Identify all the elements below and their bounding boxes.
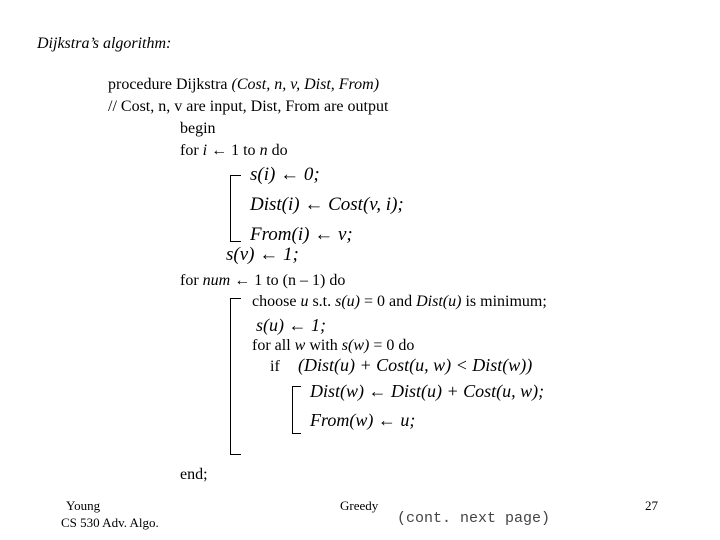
for-main-loop: for num ← 1 to (n – 1) do	[180, 272, 346, 289]
forall-line: for all w with s(w) = 0 do	[252, 337, 415, 354]
continued-note: (cont. next page)	[397, 510, 551, 527]
init-block-bracket	[230, 175, 241, 242]
if-condition: (Dist(u) + Cost(u, w) < Dist(w))	[298, 355, 533, 375]
if-body-bracket	[292, 386, 301, 434]
end-keyword: end;	[180, 466, 208, 483]
footer-topic: Greedy	[340, 498, 379, 513]
io-comment: // Cost, n, v are input, Dist, From are output	[108, 98, 389, 115]
update-from-line: From(w) ← u;	[310, 410, 416, 430]
choose-line: choose u s.t. s(u) = 0 and Dist(u) is minimum;	[252, 293, 547, 310]
main-loop-bracket	[230, 298, 241, 455]
footer-author: Young	[66, 498, 101, 513]
page-number: 27	[645, 498, 658, 513]
procedure-header: procedure Dijkstra (Cost, n, v, Dist, From)	[108, 76, 380, 93]
if-keyword: if	[270, 358, 280, 375]
footer-course: CS 530 Adv. Algo.	[61, 515, 159, 530]
init-line-dist: Dist(i) ← Cost(v, i);	[250, 194, 404, 215]
mark-u-line: s(u) ← 1;	[256, 315, 326, 335]
set-source-line: s(v) ← 1;	[226, 244, 299, 265]
update-dist-line: Dist(w) ← Dist(u) + Cost(u, w);	[310, 381, 545, 401]
init-line-s: s(i) ← 0;	[250, 164, 320, 185]
init-line-from: From(i) ← v;	[250, 224, 353, 245]
begin-keyword: begin	[180, 120, 216, 137]
for-init-loop: for i ← 1 to n do	[180, 142, 288, 159]
slide-title: Dijkstra’s algorithm:	[37, 35, 172, 52]
